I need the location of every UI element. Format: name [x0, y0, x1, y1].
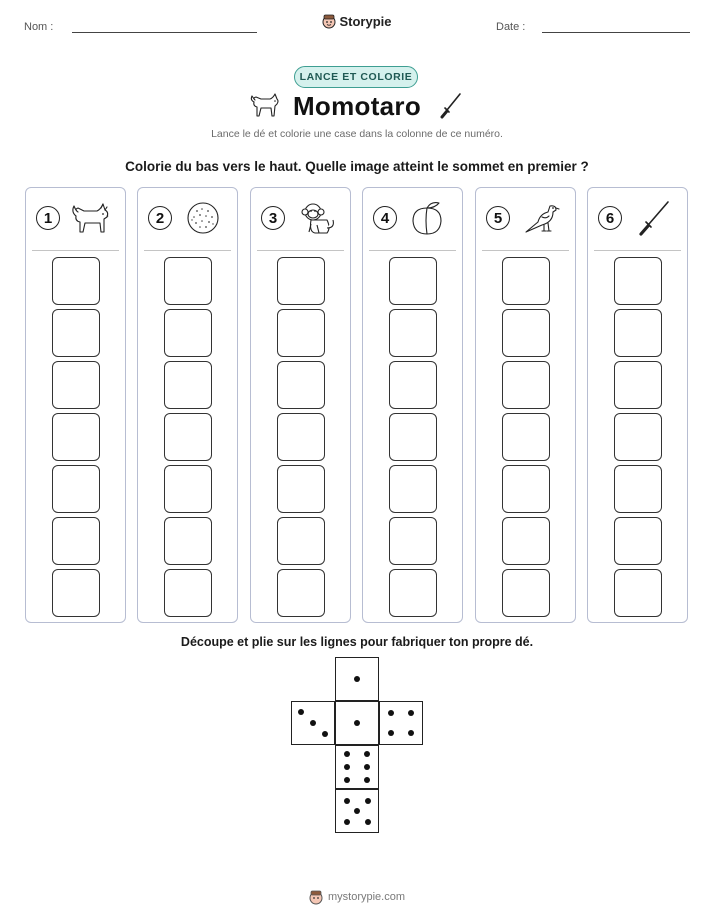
color-cell[interactable] — [277, 569, 325, 617]
color-cell[interactable] — [502, 517, 550, 565]
color-cell[interactable] — [277, 257, 325, 305]
column-number: 6 — [598, 206, 622, 230]
die-pip — [310, 720, 316, 726]
color-cell[interactable] — [389, 361, 437, 409]
subtitle: Lance le dé et colorie une case dans la colonne de ce numéro. — [211, 128, 503, 140]
die-pip — [354, 720, 360, 726]
footer — [0, 889, 714, 905]
die-pip — [344, 764, 350, 770]
color-cell[interactable] — [389, 517, 437, 565]
color-cell[interactable] — [164, 413, 212, 461]
footer-url: mystorypie.com — [327, 891, 406, 903]
die-pip — [408, 730, 414, 736]
die-pip — [365, 819, 371, 825]
die-pip — [298, 709, 304, 715]
dog-icon — [70, 198, 114, 238]
die-pip — [354, 808, 360, 814]
page-title: Momotaro — [292, 91, 422, 121]
color-cell[interactable] — [164, 517, 212, 565]
column-1 — [25, 187, 126, 623]
column-number: 4 — [373, 206, 397, 230]
color-cell[interactable] — [614, 413, 662, 461]
color-cell[interactable] — [277, 361, 325, 409]
color-cell[interactable] — [52, 465, 100, 513]
column-divider — [369, 250, 456, 251]
color-cell[interactable] — [277, 465, 325, 513]
color-cell[interactable] — [389, 569, 437, 617]
color-cell[interactable] — [52, 413, 100, 461]
color-cell[interactable] — [614, 517, 662, 565]
die-pip — [364, 764, 370, 770]
die-pip — [354, 676, 360, 682]
die-face-top — [335, 657, 379, 701]
brand-name: Storypie — [339, 13, 392, 29]
die-pip — [322, 731, 328, 737]
column-divider — [482, 250, 569, 251]
color-cell[interactable] — [614, 465, 662, 513]
column-divider — [144, 250, 231, 251]
die-pip — [344, 751, 350, 757]
die-pip — [365, 798, 371, 804]
name-line — [72, 32, 257, 33]
column-number: 5 — [486, 206, 510, 230]
column-6 — [587, 187, 688, 623]
die-pip — [364, 777, 370, 783]
color-cell[interactable] — [52, 361, 100, 409]
color-cell[interactable] — [502, 257, 550, 305]
column-4 — [362, 187, 463, 623]
storypie-logo-icon — [322, 13, 336, 29]
die-face-right — [379, 701, 423, 745]
peach-icon — [407, 198, 451, 238]
color-cell[interactable] — [502, 413, 550, 461]
color-cell[interactable] — [277, 309, 325, 357]
date-label: Date : — [496, 21, 526, 33]
column-5 — [475, 187, 576, 623]
color-cell[interactable] — [164, 465, 212, 513]
color-cell[interactable] — [614, 569, 662, 617]
color-cell[interactable] — [164, 309, 212, 357]
die-pip — [344, 777, 350, 783]
activity-badge: LANCE ET COLORIE — [294, 66, 418, 88]
column-number: 1 — [36, 206, 60, 230]
die-pip — [344, 819, 350, 825]
date-line — [542, 32, 690, 33]
die-pip — [364, 751, 370, 757]
die-pip — [388, 730, 394, 736]
color-cell[interactable] — [164, 569, 212, 617]
die-pip — [344, 798, 350, 804]
die-face-bottom — [335, 789, 379, 833]
column-number: 2 — [148, 206, 172, 230]
color-cell[interactable] — [614, 309, 662, 357]
die-face-left — [291, 701, 335, 745]
instruction: Colorie du bas vers le haut. Quelle image atteint le sommet en premier ? — [125, 159, 589, 174]
color-cell[interactable] — [52, 569, 100, 617]
sword-icon — [632, 198, 676, 238]
die-face-lower — [335, 745, 379, 789]
color-cell[interactable] — [502, 465, 550, 513]
pheasant-icon — [520, 198, 564, 238]
color-cell[interactable] — [389, 465, 437, 513]
color-cell[interactable] — [389, 309, 437, 357]
color-cell[interactable] — [614, 257, 662, 305]
color-cell[interactable] — [389, 413, 437, 461]
die-pip — [408, 710, 414, 716]
column-divider — [32, 250, 119, 251]
color-cell[interactable] — [502, 361, 550, 409]
dumpling-icon — [182, 198, 226, 238]
column-number: 3 — [261, 206, 285, 230]
die-instruction: Découpe et plie sur les lignes pour fabriquer ton propre dé. — [180, 635, 534, 649]
column-divider — [594, 250, 681, 251]
color-cell[interactable] — [164, 257, 212, 305]
color-cell[interactable] — [277, 413, 325, 461]
brand — [0, 13, 714, 29]
footer-logo-icon — [309, 889, 323, 905]
column-divider — [257, 250, 344, 251]
die-face-center — [335, 701, 379, 745]
color-cell[interactable] — [502, 309, 550, 357]
name-label: Nom : — [24, 21, 54, 33]
color-cell[interactable] — [52, 309, 100, 357]
color-cell[interactable] — [277, 517, 325, 565]
color-cell[interactable] — [502, 569, 550, 617]
die-pip — [388, 710, 394, 716]
color-cell[interactable] — [389, 257, 437, 305]
monkey-icon — [295, 198, 339, 238]
column-2 — [137, 187, 238, 623]
color-cell[interactable] — [52, 517, 100, 565]
color-cell[interactable] — [614, 361, 662, 409]
color-cell[interactable] — [52, 257, 100, 305]
sword-title-icon — [438, 91, 464, 121]
column-3 — [250, 187, 351, 623]
color-cell[interactable] — [164, 361, 212, 409]
